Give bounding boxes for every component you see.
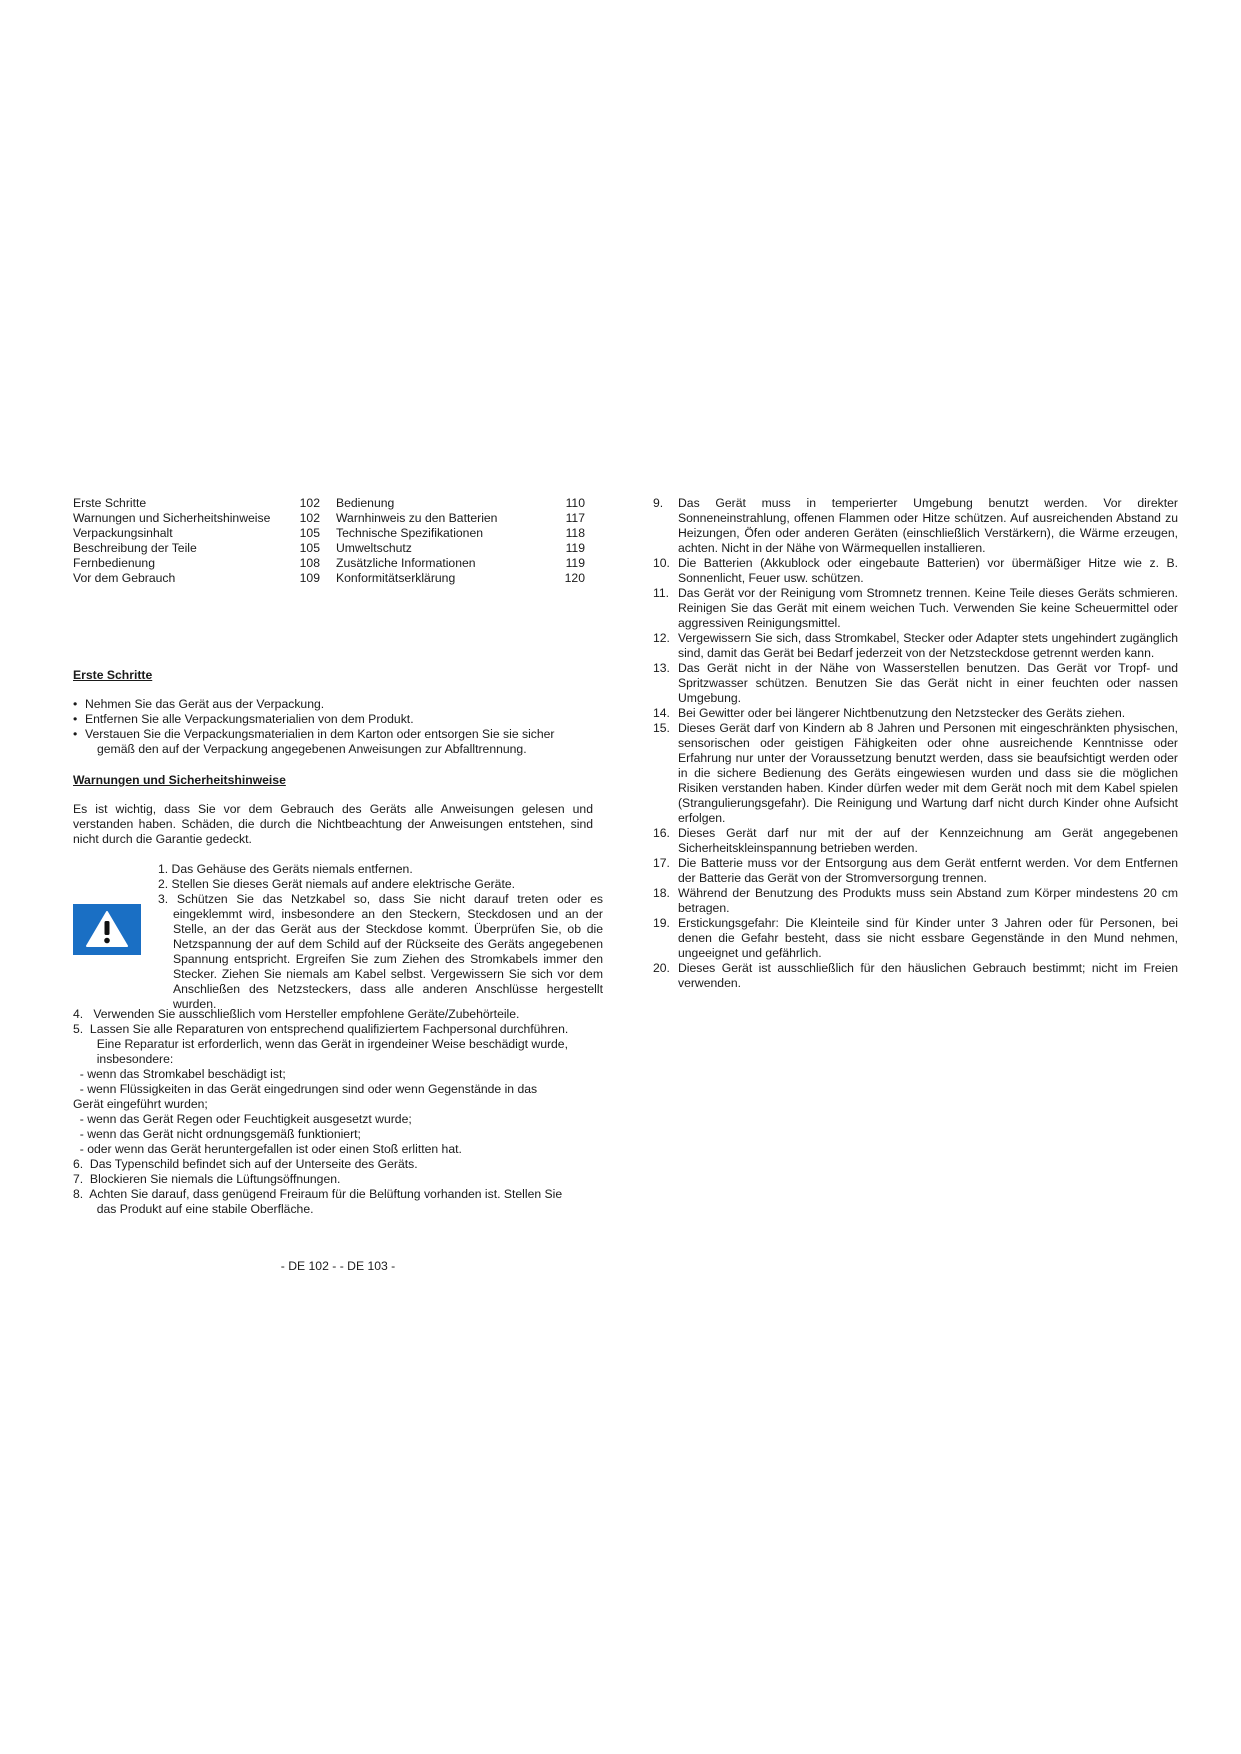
toc-entry: Beschreibung der Teile — [73, 541, 197, 555]
list-item — [653, 661, 1178, 706]
warning-item: 1. Das Gehäuse des Geräts niemals entfernen. — [158, 862, 413, 876]
list-item — [653, 586, 1178, 631]
left-page — [73, 496, 603, 1273]
item-text: Während der Benutzung des Produkts muss sein Abstand zum Körper mindestens 20 cm betragen. — [678, 886, 1178, 915]
toc-entry: Konformitätserklärung — [336, 571, 456, 585]
list-item: • Nehmen Sie das Gerät aus der Verpackung. — [73, 697, 603, 712]
list-item: • Verstauen Sie die Verpackungsmaterialien in dem Karton oder entsorgen Sie sie sicher — [73, 727, 603, 742]
toc-entry: Erste Schritte — [73, 496, 147, 510]
table-of-contents — [73, 496, 603, 585]
toc-entry: Vor dem Gebrauch — [73, 571, 176, 585]
item-number: 10. — [653, 556, 670, 570]
item-number: 17. — [653, 856, 670, 870]
lower-warnings — [73, 1007, 603, 1217]
item-number: 15. — [653, 721, 670, 735]
toc-entry: Technische Spezifikationen — [336, 526, 484, 540]
item-text: Die Batterie muss vor der Entsorgung aus dem Gerät entfernt werden. Vor dem Entfernen der Batterie das Gerät von der Stromversorgung trennen. — [678, 856, 1178, 885]
item-number: 13. — [653, 661, 670, 675]
toc-page: 108 — [299, 556, 320, 570]
warning-item: 3. Schützen Sie das Netzkabel so, dass Sie nicht darauf treten oder es eingeklemmt wird, insbesondere an den Steckern, Steckdosen und an der Stelle, an der das Gerät aus der Steckdose kommt. Überprüfen Sie, ob die Netzspannung der auf dem Schild auf der Rückseite des Geräts angegebenen Spannung entspricht. Ergreifen Sie zum Ziehen des Stromkabels immer den Stecker. Ziehen Sie niemals am Kabel selbst. Vergewissern Sie sich vor dem Anschließen des Netzsteckers, dass alle anderen Anschlüsse hergestellt wurden. — [158, 892, 603, 1011]
intro-paragraph: Es ist wichtig, dass Sie vor dem Gebrauch des Geräts alle Anweisungen gelesen und verstanden haben. Schäden, die durch die Nichtbeachtung der Anweisungen entstehen, sind nicht durch die Garantie gedeckt. — [73, 802, 593, 846]
toc-page: 102 — [299, 496, 320, 510]
section-heading: Erste Schritte — [73, 668, 153, 682]
toc-entry: Bedienung — [336, 496, 395, 510]
toc-entry: Warnungen und Sicherheitshinweise — [73, 511, 271, 525]
warning-line: 4. Verwenden Sie ausschließlich vom Hersteller empfohlene Geräte/Zubehörteile. — [73, 1007, 520, 1021]
numbered-warnings — [158, 862, 603, 1012]
warning-line: Eine Reparatur ist erforderlich, wenn das Gerät in irgendeiner Weise beschädigt wurde, — [73, 1037, 568, 1051]
item-number: 16. — [653, 826, 670, 840]
toc-page: 109 — [299, 571, 320, 585]
list-item — [653, 916, 1178, 961]
item-number: 11. — [653, 586, 670, 600]
warning-item: 2. Stellen Sie dieses Gerät niemals auf andere elektrische Geräte. — [158, 877, 516, 891]
page-footer: - DE 102 - - DE 103 - — [280, 1259, 396, 1273]
toc-page: 117 — [565, 511, 585, 525]
item-text: Das Gerät muss in temperierter Umgebung benutzt werden. Vor direkter Sonneneinstrahlung, offenen Flammen oder Hitze schützen. Auf ausreichenden Abstand zu Heizungen, Öfen oder anderen Geräten (einschließlich Verstärkern), die Wärme erzeugen, achten. Nicht in der Nähe von Wärmequellen installieren. — [678, 496, 1178, 555]
list-item — [653, 706, 1178, 721]
item-number: 9. — [653, 496, 664, 510]
toc-page: 102 — [299, 511, 320, 525]
list-item — [653, 961, 1178, 991]
item-text: Dieses Gerät ist ausschließlich für den häuslichen Gebrauch bestimmt; nicht im Freien verwenden. — [678, 961, 1178, 990]
list-item — [653, 556, 1178, 586]
toc-entry: Zusätzliche Informationen — [336, 556, 476, 570]
warning-line: 7. Blockieren Sie niemals die Lüftungsöffnungen. — [73, 1172, 341, 1186]
item-number: 12. — [653, 631, 670, 645]
section-heading: Warnungen und Sicherheitshinweise — [73, 773, 286, 787]
item-number: 14. — [653, 706, 670, 720]
warning-line: das Produkt auf eine stabile Oberfläche. — [73, 1202, 314, 1216]
warning-line: - wenn das Gerät Regen oder Feuchtigkeit ausgesetzt wurde; — [73, 1112, 412, 1126]
warning-line: - wenn Flüssigkeiten in das Gerät eingedrungen sind oder wenn Gegenstände in das — [73, 1082, 538, 1096]
warning-line: 8. Achten Sie darauf, dass genügend Freiraum für die Belüftung vorhanden ist. Stellen Sie — [73, 1187, 563, 1201]
list-item — [653, 856, 1178, 886]
list-item — [653, 886, 1178, 916]
item-number: 20. — [653, 961, 670, 975]
toc-page: 119 — [565, 556, 585, 570]
item-number: 19. — [653, 916, 670, 930]
list-item — [653, 826, 1178, 856]
item-text: Bei Gewitter oder bei längerer Nichtbenutzung den Netzstecker des Geräts ziehen. — [678, 706, 1126, 720]
warning-line: - wenn das Stromkabel beschädigt ist; — [73, 1067, 286, 1081]
warning-line: 5. Lassen Sie alle Reparaturen von entsprechend qualifiziertem Fachpersonal durchführen. — [73, 1022, 569, 1036]
warning-line: insbesondere: — [73, 1052, 174, 1066]
toc-page: 105 — [299, 541, 320, 555]
item-text: Dieses Gerät darf nur mit der auf der Kennzeichnung am Gerät angegebenen Sicherheitskleinspannung betrieben werden. — [678, 826, 1178, 855]
item-text: Dieses Gerät darf von Kindern ab 8 Jahren und Personen mit eingeschränkten physischen, sensorischen oder geistigen Fähigkeiten oder ohne ausreichende Kenntnisse oder Erfahrung nur unter der Voraussetzung benutzt werden, dass sie beaufsichtigt werden oder in die sichere Bedienung des Geräts eingewiesen wurden und dass sie die möglichen Risiken verstanden haben. Kinder dürfen weder mit dem Gerät noch mit dem Kabel spielen (Strangulierungsgefahr). Die Reinigung und Wartung darf nicht durch Kinder ohne Aufsicht erfolgen. — [678, 721, 1178, 825]
item-text: Die Batterien (Akkublock oder eingebaute Batterien) vor übermäßiger Hitze wie z. B. Sonnenlicht, Feuer usw. schützen. — [678, 556, 1178, 585]
warning-line: - oder wenn das Gerät heruntergefallen ist oder einen Stoß erlitten hat. — [73, 1142, 462, 1156]
right-page — [653, 496, 1178, 991]
toc-entry: Warnhinweis zu den Batterien — [336, 511, 498, 525]
toc-entry: Umweltschutz — [336, 541, 412, 555]
item-text: Das Gerät vor der Reinigung vom Stromnetz trennen. Keine Teile dieses Geräts schmieren. Reinigen Sie das Gerät mit einem weichen Tuch. Verwenden Sie keine Scheuermittel oder aggressiven Reinigungsmittel. — [678, 586, 1178, 630]
warning-line: - wenn das Gerät nicht ordnungsgemäß funktioniert; — [73, 1127, 361, 1141]
list-item: • Entfernen Sie alle Verpackungsmaterialien von dem Produkt. — [73, 712, 603, 727]
list-item-continuation: gemäß den auf der Verpackung angegebenen Anweisungen zur Abfalltrennung. — [97, 742, 527, 756]
toc-page: 120 — [564, 571, 585, 585]
warning-triangle-icon — [73, 904, 141, 955]
toc-page: 119 — [565, 541, 585, 555]
list-item — [653, 496, 1178, 556]
item-text: Vergewissern Sie sich, dass Stromkabel, Stecker oder Adapter stets ungehindert zugänglich sind, damit das Gerät bei Bedarf jederzeit von der Netzsteckdose getrennt werden kann. — [678, 631, 1178, 660]
warning-line: 6. Das Typenschild befindet sich auf der Unterseite des Geräts. — [73, 1157, 418, 1171]
warning-line: Gerät eingeführt wurden; — [73, 1097, 208, 1111]
toc-entry: Fernbedienung — [73, 556, 155, 570]
item-text: Das Gerät nicht in der Nähe von Wasserstellen benutzen. Das Gerät vor Tropf- und Spritzwasser schützen. Benutzen Sie das Gerät nicht in einer feuchten oder nassen Umgebung. — [678, 661, 1178, 705]
list-item — [653, 721, 1178, 826]
toc-page: 118 — [565, 526, 585, 540]
bullet-list — [73, 697, 603, 757]
toc-entry: Verpackungsinhalt — [73, 526, 173, 540]
item-text: Erstickungsgefahr: Die Kleinteile sind für Kinder unter 3 Jahren oder für Personen, bei denen die Gefahr besteht, dass sie nicht essbare Gegenstände in den Mund nehmen, ungeeignet und gefährlich. — [678, 916, 1178, 960]
toc-page: 105 — [299, 526, 320, 540]
item-number: 18. — [653, 886, 670, 900]
toc-page: 110 — [565, 496, 585, 510]
list-item — [653, 631, 1178, 661]
